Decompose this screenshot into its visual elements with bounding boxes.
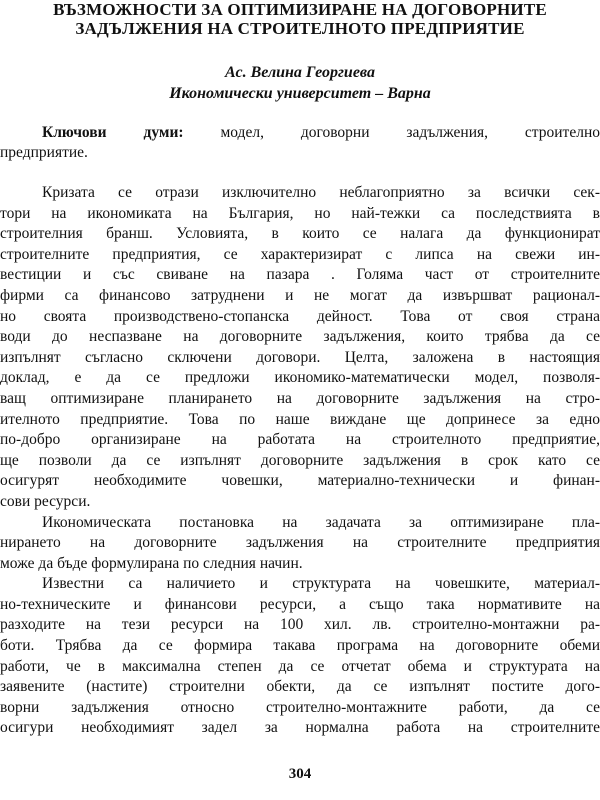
title-line-2: ЗАДЪЛЖЕНИЯ НА СТРОИТЕЛНОТО ПРЕДПРИЯТИЕ (75, 19, 525, 38)
body-line: осигурят необходимите човешки, материално-технически и финан- (0, 472, 600, 490)
body-line: боти. Трябва да се формира такава програма на договорните обеми (0, 637, 600, 655)
body-line: сови ресурси. (0, 492, 91, 510)
body-line: тори на икономиката на България, но най-тежки са последствията в (0, 204, 600, 222)
body-line: Известни са наличието и структурата на човешките, материал- (42, 575, 600, 593)
body-line: ще позволи да се изпълнят договорните задължения в срок като се (0, 451, 600, 469)
body-line: ворни задължения относно строително-монтажните работи, да се (0, 698, 600, 716)
keywords-label: Ключови думи: (42, 124, 184, 141)
body-line: разходите на тези ресурси на 100 хил. лв. строително-монтажни ра- (0, 616, 600, 634)
keywords-block (0, 123, 600, 163)
keywords-text-1: модел, договорни задължения, строително (183, 124, 600, 141)
keywords-line-1 (0, 123, 600, 143)
body-line: по-добро организиране на работата на строителното предприятие, (0, 431, 600, 449)
keywords-text-2: предприятие. (0, 144, 88, 161)
author-block (0, 62, 600, 104)
body-line: работи, че в максимална степен да се отчетат обема и структурата на (0, 657, 600, 675)
body-line: строителните предприятия, се характеризират с липса на свежи ин- (0, 245, 600, 263)
body-text (0, 183, 600, 739)
page-number: 304 (288, 766, 312, 782)
author-name: Ас. Велина Георгиева (225, 64, 375, 81)
body-line: осигури необходимият задел за нормална работа на строителните (0, 719, 600, 737)
title-line-1: ВЪЗМОЖНОСТИ ЗА ОПТИМИЗИРАНЕ НА ДОГОВОРНИТЕ (53, 0, 547, 19)
body-line: ващ оптимизиране планирането на договорните задължения на стро- (0, 389, 600, 407)
body-line: заявените (настите) строителни обекти, да се изпълнят постите дого- (0, 678, 600, 696)
paper-title (0, 0, 600, 38)
body-line: доклад, е да се предложи икономико-математически модел, позволя- (0, 369, 600, 387)
body-line: строителния бранш. Условията, в които се налага да функционират (0, 225, 600, 243)
body-line: ителното предприятие. Това по наше виждане ще допринесе за едно (0, 410, 600, 428)
body-line: изпълнят съгласно сключени договори. Целта, заложена в настоящия (0, 348, 600, 366)
body-line: фирми са финансово затруднени и не могат да извършват рационал- (0, 286, 600, 304)
body-line: води до неспазване на договорните задължения, които трябва да се (0, 328, 600, 346)
body-line: вестиции и със свиване на пазара . Голяма част от строителните (0, 266, 600, 284)
body-line: нирането на договорните задължения на строителните предприятия (0, 534, 600, 552)
body-line: Икономическата постановка на задачата за оптимизиране пла- (42, 513, 600, 531)
body-line: Кризата се отрази изключително неблагоприятно за всички сек- (42, 184, 600, 201)
body-line: но-техническите и финансови ресурси, а също така нормативите на (0, 595, 600, 613)
author-affiliation: Икономически университет – Варна (169, 85, 431, 102)
body-line: може да бъде формулирана по следния начин. (0, 554, 303, 572)
body-line: но своята производствено-стопанска дейност. Това от своя страна (0, 307, 600, 325)
